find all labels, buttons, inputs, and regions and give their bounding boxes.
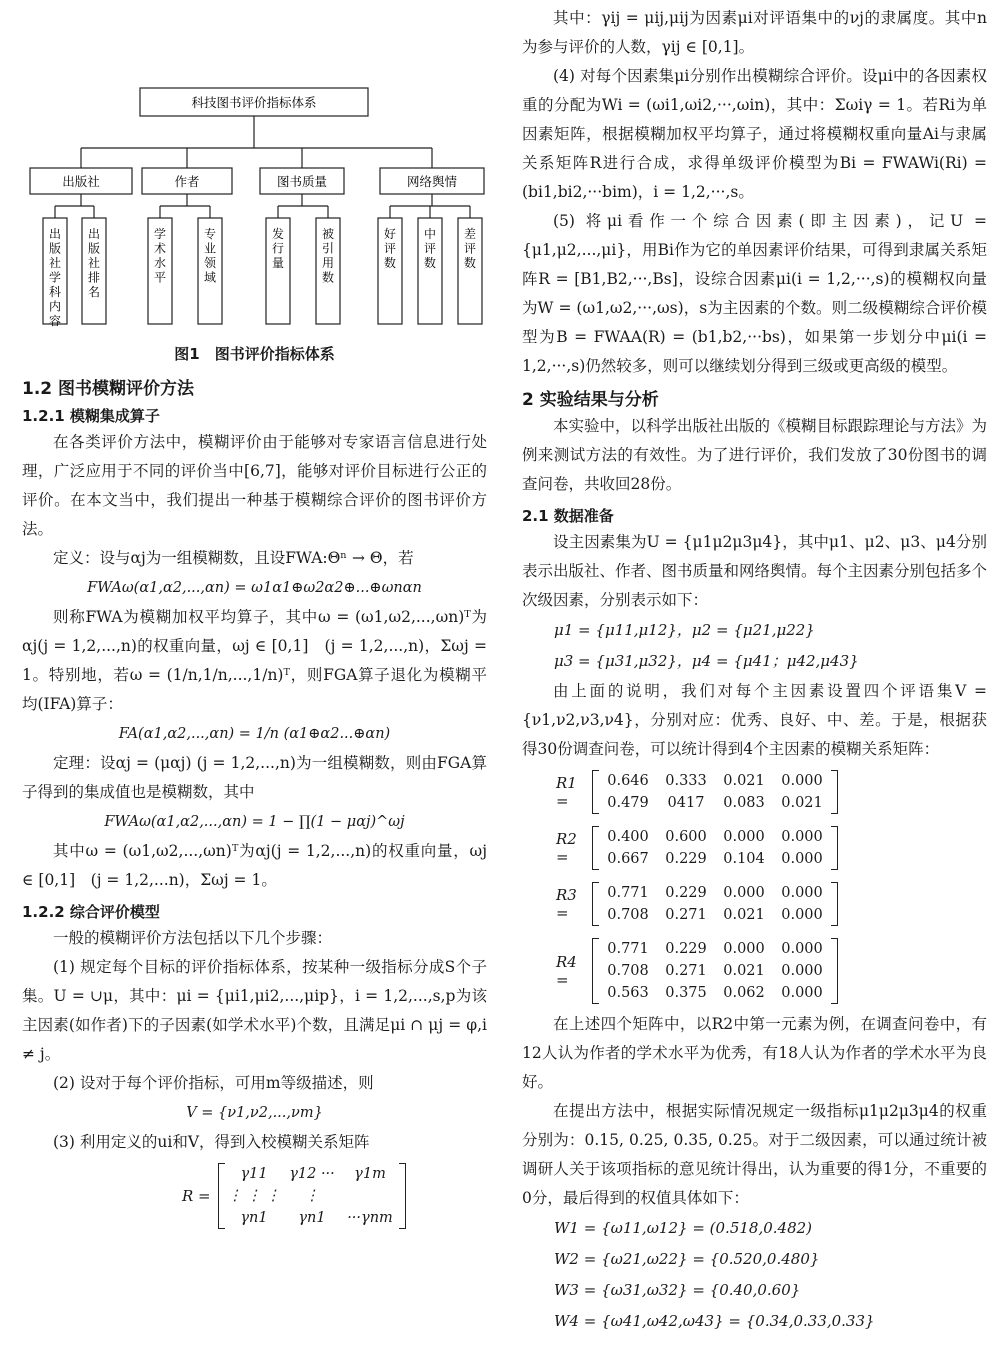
diagram-child-label: 发行量 [271, 227, 285, 270]
relation-matrix [556, 932, 987, 1010]
diagram-root-label: 科技图书评价指标体系 [191, 95, 317, 110]
matrix-row [225, 1207, 399, 1229]
matrix-cell: 0.271 [665, 963, 707, 979]
matrix-cell: 0.021 [723, 963, 765, 979]
diagram-child-label: 学术水平 [153, 227, 167, 285]
right-column [522, 0, 987, 1352]
matrix-cell: 0.000 [781, 985, 823, 1001]
diagram-child-label: 好评数 [383, 227, 397, 270]
matrix-row [599, 882, 831, 904]
weight-line: W4 = {ω41,ω42,ω43} = {0.34,0.33,0.33} [554, 1312, 875, 1330]
matrix-cell: ···γnm [347, 1210, 393, 1226]
paragraph: 由上面的说明，我们对每个主因素设置四个评语集V = {ν1,ν2,ν3,ν4}，分别对应：优秀、良好、中、差。于是，根据获得30份调查问卷，可以统计得到4个主因素的模糊关系矩阵： [522, 682, 987, 758]
matrix-cell: 0.771 [607, 941, 649, 957]
matrix-cell: 0.000 [781, 907, 823, 923]
diagram-group-label: 图书质量 [276, 174, 328, 189]
matrix-body [592, 770, 838, 814]
section-heading-2-1: 2.1 数据准备 [522, 507, 614, 525]
paragraph: (4) 对每个因素集μi分别作出模糊综合评价。设μi中的各因素权重的分配为Wi = (ωi1,ωi2,···,ωin)，其中：Σωiγ = 1。若Ri为单因素矩阵，根据模糊加权平均算子，通过将模糊权重向量Ai与隶属关系矩阵R进行合成，求得单级评价模型为Bi = FWAWi(Ri) = (bi1,bi2,···bim)，i = 1,2,···,s。 [522, 67, 987, 201]
paragraph: 则称FWA为模糊加权平均算子，其中ω = (ω1,ω2,...,ωn)ᵀ为αj(j = 1,2,...,n)的权重向量，ωj ∈ [0,1] (j = 1,2,...,n)，Σωj = 1。特别地，若ω = (1/n,1/n,...,1/n)ᵀ，则FGA算子退化为模糊平均(IFA)算子： [22, 608, 487, 713]
section-heading-1-2-1: 1.2.1 模糊集成算子 [22, 407, 160, 425]
matrix-cell: 0.104 [723, 851, 765, 867]
matrix-cell: 0.062 [723, 985, 765, 1001]
diagram-group-label: 出版社 [62, 174, 100, 189]
matrix-row [225, 1185, 399, 1207]
diagram-group-label: 网络舆情 [406, 174, 458, 189]
diagram-child-label: 中评数 [423, 227, 437, 270]
diagram-child-label: 差评数 [463, 227, 477, 270]
section-heading-1-2-2: 1.2.2 综合评价模型 [22, 903, 160, 921]
matrix-cell: ⋮ [304, 1188, 320, 1204]
matrix-r [182, 1157, 487, 1235]
diagram-child-label: 出版社学科内容 [48, 227, 62, 328]
matrix-cell: 0.021 [781, 795, 823, 811]
matrix-cell: γ11 [240, 1166, 268, 1182]
section-heading-2: 2 实验结果与分析 [522, 390, 659, 410]
matrix-cell: 0.708 [607, 907, 649, 923]
matrix-row [599, 826, 831, 848]
figure-caption: 图1 图书评价指标体系 [174, 345, 335, 363]
matrix-row [225, 1163, 399, 1185]
matrix-label: R2 = [556, 830, 577, 866]
paragraph: 在提出方法中，根据实际情况规定一级指标μ1μ2μ3μ4的权重分别为：0.15, 0.25, 0.35, 0.25。对于二级因素，可以通过统计被调研人关于该项指标的意见统计得出，认为重要的得1分，不重要的0分，最后得到的权值具体如下： [522, 1102, 987, 1207]
matrix-cell: 0.646 [607, 773, 649, 789]
paragraph: 其中：γij = μij,μij为因素μi对评语集中的νj的隶属度。其中n为参与评价的人数，γij ∈ [0,1]。 [522, 9, 987, 56]
matrix-cell: 0.021 [723, 907, 765, 923]
equation-fa: FA(α1,α2,...,αn) = 1/n (α1⊕α2...⊕αn) [118, 726, 391, 742]
section-heading-1-2: 1.2 图书模糊评价方法 [22, 379, 195, 399]
matrix-cell: 0.000 [723, 829, 765, 845]
relation-matrix [556, 764, 987, 820]
paragraph: (5) 将μi看作一个综合因素(即主因素)，记U = {μ1,μ2,...,μi}，用Bi作为它的单因素评价结果，可得到隶属关系矩阵R = [B1,B2,···,Bs]，设综合因素μi(i = 1,2,···,s)的模糊权向量为W = (ω1,ω2,···,ωs)，s为主因素的个数。则二级模糊综合评价模型为B = FWAA(R) = (b1,b2,···bs)，如果第一步划分中μi(i = 1,2,···,s)仍然较多，则可以继续划分得到三级或更高级的模型。 [522, 212, 987, 375]
matrix-cell: 0.600 [665, 829, 707, 845]
matrix-cell: 0.000 [781, 851, 823, 867]
matrix-row [599, 792, 831, 814]
matrix-cell: 0.400 [607, 829, 649, 845]
relation-matrix [556, 820, 987, 876]
equation-fwa: FWAω(α1,α2,...,αn) = ω1α1⊕ω2α2⊕...⊕ωnαn [87, 580, 422, 596]
matrix-cell: 0.000 [781, 963, 823, 979]
matrix-label: R1 = [556, 774, 577, 810]
paragraph: (3) 利用定义的ui和V，得到入校模糊关系矩阵 [53, 1133, 370, 1151]
matrix-row [599, 938, 831, 960]
matrix-label: R = [182, 1187, 211, 1205]
matrix-body [218, 1163, 406, 1229]
matrix-body [592, 938, 838, 1004]
factor-set-line: μ1 = {μ11,μ12}，μ2 = {μ21,μ22} [554, 621, 815, 639]
paragraph: 在上述四个矩阵中，以R2中第一元素为例，在调查问卷中，有12人认为作者的学术水平为优秀，有18人认为作者的学术水平为良好。 [522, 1015, 987, 1091]
matrix-cell: ⋮ ⋮ ⋮ [227, 1188, 281, 1204]
matrix-cell: 0.333 [665, 773, 707, 789]
matrix-cell: γn1 [298, 1210, 326, 1226]
matrix-body [592, 882, 838, 926]
matrix-row [599, 904, 831, 926]
factor-set-line: μ3 = {μ31,μ32}，μ4 = {μ41；μ42,μ43} [554, 652, 859, 670]
diagram-child-label: 出版社排名 [87, 227, 101, 299]
evaluation-index-diagram [22, 0, 487, 340]
matrix-body [592, 826, 838, 870]
weight-line: W1 = {ω11,ω12} = (0.518,0.482) [554, 1219, 813, 1237]
paragraph: (1) 规定每个目标的评价指标体系，按某种一级指标分成S个子集。U = ∪μ，其中：μi = {μi1,μi2,...,μip}，i = 1,2,...,s,p为该主因素(如作者)下的子因素(如学术水平)个数，且满足μi ∩ μj = φ,i ≠ j。 [22, 958, 487, 1063]
paragraph: 设主因素集为U = {μ1μ2μ3μ4}，其中μ1、μ2、μ3、μ4分别表示出版社、作者、图书质量和网络舆情。每个主因素分别包括多个次级因素，分别表示如下： [522, 533, 988, 609]
paragraph: 其中ω = (ω1,ω2,...,ωn)ᵀ为αj(j = 1,2,...,n)的权重向量，ωj ∈ [0,1] (j = 1,2,...n)，Σωj = 1。 [22, 842, 487, 889]
matrix-cell: 0.708 [607, 963, 649, 979]
diagram-child-label: 专业领域 [203, 227, 217, 285]
matrix-cell: 0.000 [723, 941, 765, 957]
relation-matrices [522, 764, 987, 1010]
matrix-cell: 0.479 [607, 795, 649, 811]
matrix-row [599, 982, 831, 1004]
matrix-cell: 0.000 [781, 941, 823, 957]
matrix-cell: 0.229 [665, 885, 707, 901]
matrix-cell: 0.000 [781, 773, 823, 789]
matrix-cell: γn1 [240, 1210, 268, 1226]
matrix-cell: γ12 ··· [289, 1166, 335, 1182]
diagram-child-label: 被引用数 [321, 227, 335, 285]
matrix-cell: 0.021 [723, 773, 765, 789]
matrix-cell: 0.271 [665, 907, 707, 923]
matrix-cell: 0.229 [665, 941, 707, 957]
matrix-cell: 0.000 [781, 829, 823, 845]
matrix-row [599, 848, 831, 870]
matrix-cell: 0.000 [781, 885, 823, 901]
paragraph: (2) 设对于每个评价指标，可用m等级描述，则 [53, 1074, 374, 1092]
weight-line: W2 = {ω21,ω22} = {0.520,0.480} [554, 1250, 820, 1268]
paragraph: 定义：设与αj为一组模糊数，且设FWA:Θⁿ → Θ，若 [53, 549, 414, 567]
paragraph: 在各类评价方法中，模糊评价由于能够对专家语言信息进行处理，广泛应用于不同的评价当中[6,7]，能够对评价目标进行公正的评价。在本文当中，我们提出一种基于模糊综合评价的图书评价方法。 [22, 433, 487, 538]
matrix-cell: 0.375 [665, 985, 707, 1001]
matrix-row [599, 770, 831, 792]
equation-v: V = {ν1,ν2,...,νm} [186, 1105, 323, 1121]
paragraph: 一般的模糊评价方法包括以下几个步骤： [53, 929, 333, 947]
paragraph: 本实验中，以科学出版社出版的《模糊目标跟踪理论与方法》为例来测试方法的有效性。为了进行评价，我们发放了30份图书的调查问卷，共收回28份。 [522, 417, 988, 493]
matrix-cell: 0.771 [607, 885, 649, 901]
matrix-cell: 0.229 [665, 851, 707, 867]
matrix-cell: 0.000 [723, 885, 765, 901]
matrix-cell [341, 1185, 399, 1207]
matrix-label: R3 = [556, 886, 577, 922]
matrix-cell: 0.563 [607, 985, 649, 1001]
matrix-cell: 0.667 [607, 851, 649, 867]
paragraph: 定理：设αj = (μαj) (j = 1,2,...,n)为一组模糊数，则由FGA算子得到的集成值也是模糊数，其中 [22, 754, 487, 801]
relation-matrix [556, 876, 987, 932]
left-column [22, 0, 487, 1352]
equation-fwa-product: FWAω(α1,α2,...,αn) = 1 − ∏(1 − μαj)^ωj [104, 814, 405, 830]
matrix-cell: 0.083 [723, 795, 765, 811]
matrix-cell: 0417 [667, 795, 705, 811]
weight-line: W3 = {ω31,ω32} = {0.40,0.60} [554, 1281, 801, 1299]
matrix-row [599, 960, 831, 982]
matrix-cell: γ1m [354, 1166, 386, 1182]
matrix-label: R4 = [556, 953, 577, 989]
diagram-group-label: 作者 [174, 174, 200, 189]
